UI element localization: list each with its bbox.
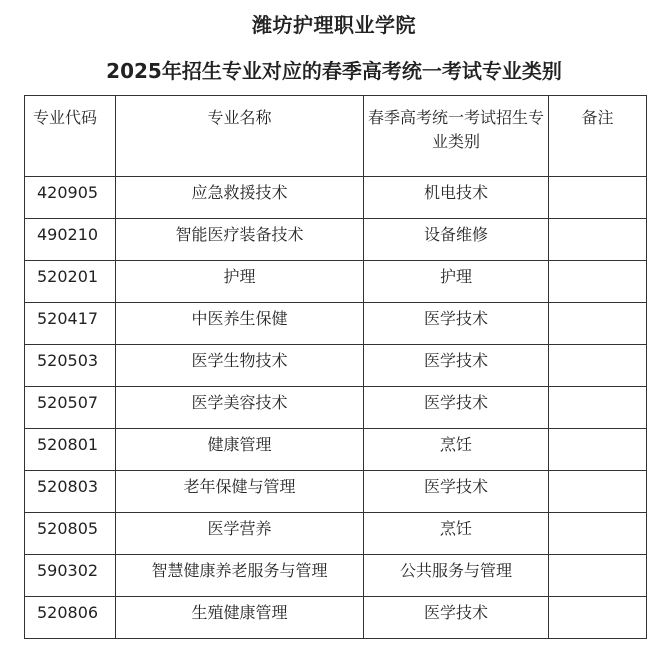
note-cell	[549, 429, 647, 471]
table-row	[25, 513, 647, 555]
note-cell	[549, 471, 647, 513]
major-name-cell: 护理	[116, 261, 364, 303]
major-name-cell: 老年保健与管理	[116, 471, 364, 513]
header-exam-category: 春季高考统一考试招生专业类别	[364, 96, 549, 177]
major-code-cell: 520507	[25, 387, 116, 429]
exam-category-cell: 护理	[364, 261, 549, 303]
exam-category-cell: 医学技术	[364, 303, 549, 345]
major-name-cell: 智能医疗装备技术	[116, 219, 364, 261]
major-name-cell: 医学营养	[116, 513, 364, 555]
table-row	[25, 303, 647, 345]
document-subtitle: 2025年招生专业对应的春季高考统一考试专业类别	[106, 59, 562, 83]
table-row	[25, 555, 647, 597]
major-code-cell: 520805	[25, 513, 116, 555]
major-code-cell: 520503	[25, 345, 116, 387]
major-code-cell: 520806	[25, 597, 116, 639]
table-row	[25, 387, 647, 429]
major-name-cell: 生殖健康管理	[116, 597, 364, 639]
exam-category-cell: 烹饪	[364, 513, 549, 555]
major-name-cell: 应急救援技术	[116, 177, 364, 219]
major-name-cell: 中医养生保健	[116, 303, 364, 345]
note-cell	[549, 513, 647, 555]
header-major-name: 专业名称	[116, 96, 364, 177]
note-cell	[549, 219, 647, 261]
note-cell	[549, 387, 647, 429]
note-cell	[549, 303, 647, 345]
major-name-cell: 健康管理	[116, 429, 364, 471]
exam-category-cell: 医学技术	[364, 387, 549, 429]
note-cell	[549, 261, 647, 303]
table-row	[25, 345, 647, 387]
table-row	[25, 261, 647, 303]
note-cell	[549, 345, 647, 387]
major-name-cell: 医学美容技术	[116, 387, 364, 429]
header-note: 备注	[549, 96, 647, 177]
table-row	[25, 177, 647, 219]
major-code-cell: 490210	[25, 219, 116, 261]
table-body	[25, 177, 647, 639]
document-title: 潍坊护理职业学院	[252, 13, 416, 37]
table-row	[25, 429, 647, 471]
exam-category-cell: 医学技术	[364, 345, 549, 387]
major-category-table	[24, 95, 647, 639]
header-major-code: 专业代码	[25, 96, 116, 177]
exam-category-cell: 医学技术	[364, 597, 549, 639]
exam-category-cell: 公共服务与管理	[364, 555, 549, 597]
table-row	[25, 597, 647, 639]
exam-category-cell: 设备维修	[364, 219, 549, 261]
note-cell	[549, 177, 647, 219]
major-code-cell: 420905	[25, 177, 116, 219]
major-name-cell: 医学生物技术	[116, 345, 364, 387]
table-row	[25, 471, 647, 513]
major-name-cell: 智慧健康养老服务与管理	[116, 555, 364, 597]
exam-category-cell: 烹饪	[364, 429, 549, 471]
major-code-cell: 520201	[25, 261, 116, 303]
note-cell	[549, 555, 647, 597]
table-header-row	[25, 96, 647, 177]
table-row	[25, 219, 647, 261]
major-code-cell: 590302	[25, 555, 116, 597]
major-code-cell: 520803	[25, 471, 116, 513]
major-code-cell: 520801	[25, 429, 116, 471]
note-cell	[549, 597, 647, 639]
exam-category-cell: 机电技术	[364, 177, 549, 219]
exam-category-cell: 医学技术	[364, 471, 549, 513]
major-code-cell: 520417	[25, 303, 116, 345]
